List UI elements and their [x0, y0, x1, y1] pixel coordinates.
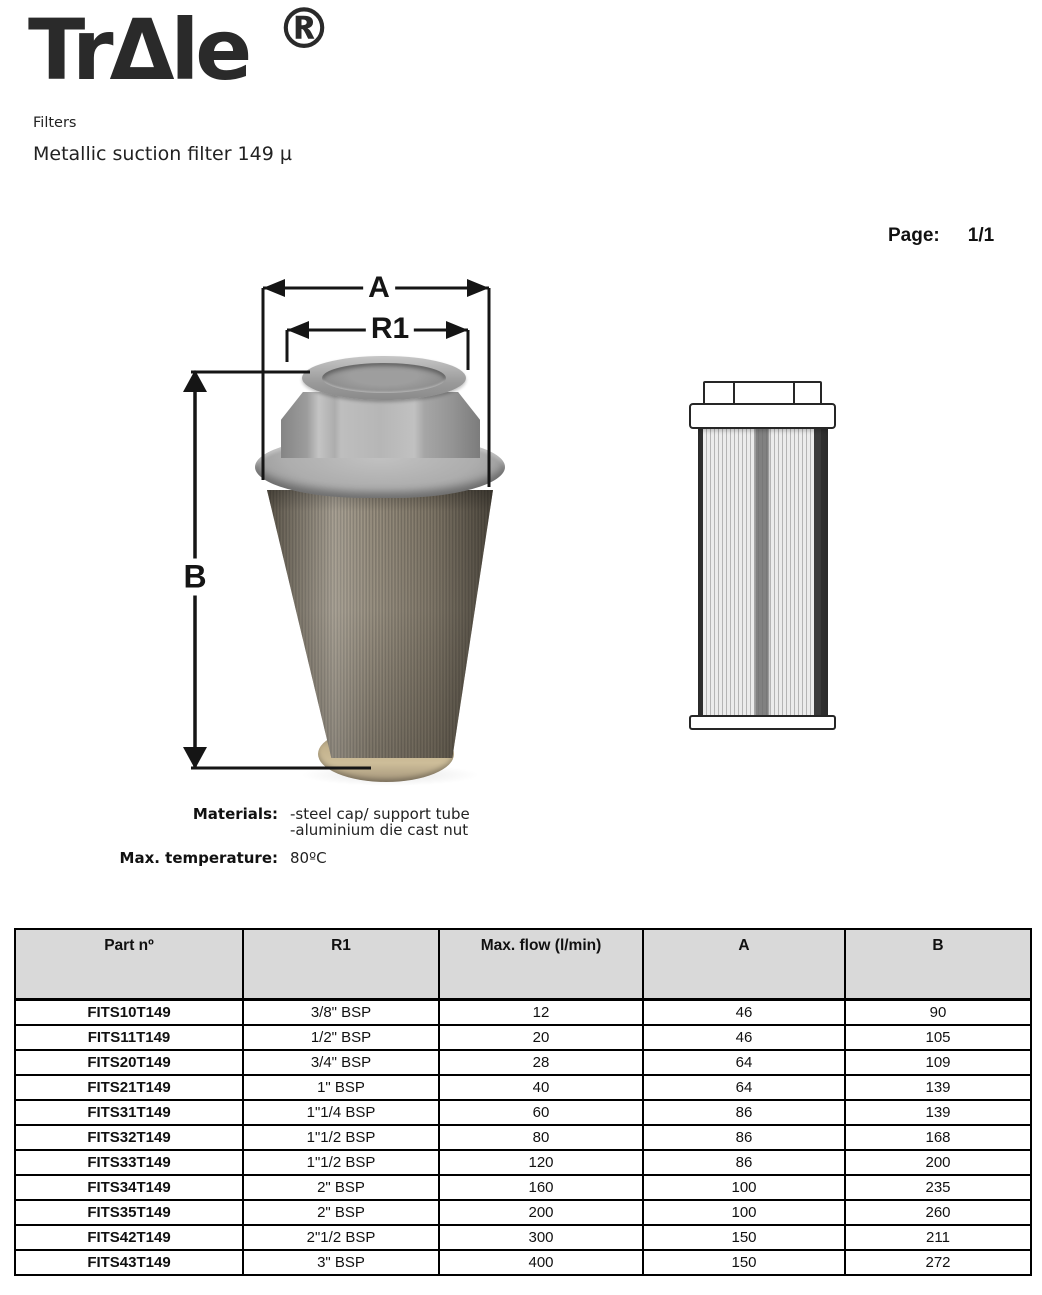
- part-number-cell: FITS20T149: [15, 1050, 243, 1075]
- table-row: [15, 1150, 1031, 1175]
- photo-top-cap-center: [322, 363, 446, 393]
- value-cell: 160: [439, 1175, 643, 1200]
- col-header-part-no: Part nº: [15, 929, 243, 1000]
- value-cell: 1"1/2 BSP: [243, 1150, 439, 1175]
- value-cell: 80: [439, 1125, 643, 1150]
- parts-table-body: [15, 1000, 1031, 1276]
- drawing-hex-nut: [703, 381, 822, 405]
- value-cell: 120: [439, 1150, 643, 1175]
- table-row: [15, 1175, 1031, 1200]
- value-cell: 150: [643, 1225, 845, 1250]
- dim-r1-label: R1: [366, 312, 414, 346]
- value-cell: 28: [439, 1050, 643, 1075]
- value-cell: 272: [845, 1250, 1031, 1275]
- materials-line-1: -steel cap/ support tube: [290, 805, 470, 823]
- max-temperature-value: 80ºC: [290, 849, 327, 867]
- value-cell: 139: [845, 1075, 1031, 1100]
- part-number-cell: FITS34T149: [15, 1175, 243, 1200]
- table-row: [15, 1125, 1031, 1150]
- value-cell: 150: [643, 1250, 845, 1275]
- registered-trademark-icon: ®: [276, 0, 332, 62]
- part-number-cell: FITS11T149: [15, 1025, 243, 1050]
- drawing-top-plate: [689, 403, 836, 429]
- table-row: [15, 1000, 1031, 1026]
- category-label: Filters: [33, 115, 77, 131]
- table-header-row: [15, 929, 1031, 1000]
- table-row: [15, 1075, 1031, 1100]
- value-cell: 20: [439, 1025, 643, 1050]
- table-row: [15, 1250, 1031, 1275]
- part-number-cell: FITS42T149: [15, 1225, 243, 1250]
- dim-b-label: B: [178, 559, 211, 596]
- value-cell: 2"1/2 BSP: [243, 1225, 439, 1250]
- value-cell: 46: [643, 1025, 845, 1050]
- table-row: [15, 1025, 1031, 1050]
- col-header-r1: R1: [243, 929, 439, 1000]
- part-number-cell: FITS32T149: [15, 1125, 243, 1150]
- value-cell: 86: [643, 1125, 845, 1150]
- value-cell: 211: [845, 1225, 1031, 1250]
- value-cell: 100: [643, 1175, 845, 1200]
- value-cell: 1" BSP: [243, 1075, 439, 1100]
- page-title: Metallic suction filter 149 µ: [33, 143, 292, 165]
- value-cell: 2" BSP: [243, 1200, 439, 1225]
- col-header-b: B: [845, 929, 1031, 1000]
- value-cell: 90: [845, 1000, 1031, 1026]
- value-cell: 86: [643, 1150, 845, 1175]
- drawing-bottom-plate: [689, 715, 836, 730]
- value-cell: 168: [845, 1125, 1031, 1150]
- part-number-cell: FITS43T149: [15, 1250, 243, 1275]
- value-cell: 235: [845, 1175, 1031, 1200]
- value-cell: 1"1/4 BSP: [243, 1100, 439, 1125]
- max-temperature-label: Max. temperature:: [119, 849, 278, 867]
- drawing-pleated-body: [698, 427, 828, 717]
- value-cell: 3/8" BSP: [243, 1000, 439, 1026]
- value-cell: 109: [845, 1050, 1031, 1075]
- value-cell: 200: [439, 1200, 643, 1225]
- part-number-cell: FITS33T149: [15, 1150, 243, 1175]
- brand-logo: TrΔle: [28, 1, 249, 99]
- value-cell: 60: [439, 1100, 643, 1125]
- page-number: 1/1: [967, 225, 995, 246]
- col-header-max-flow: Max. flow (l/min): [439, 929, 643, 1000]
- table-row: [15, 1050, 1031, 1075]
- value-cell: 2" BSP: [243, 1175, 439, 1200]
- table-row: [15, 1100, 1031, 1125]
- value-cell: 46: [643, 1000, 845, 1026]
- value-cell: 400: [439, 1250, 643, 1275]
- photo-hex-nut: [281, 392, 480, 458]
- part-number-cell: FITS21T149: [15, 1075, 243, 1100]
- value-cell: 105: [845, 1025, 1031, 1050]
- materials-label: Materials:: [192, 805, 278, 823]
- page-label: Page:: [888, 225, 940, 246]
- table-row: [15, 1225, 1031, 1250]
- value-cell: 300: [439, 1225, 643, 1250]
- part-number-cell: FITS35T149: [15, 1200, 243, 1225]
- value-cell: 40: [439, 1075, 643, 1100]
- value-cell: 3" BSP: [243, 1250, 439, 1275]
- value-cell: 1/2" BSP: [243, 1025, 439, 1050]
- value-cell: 3/4" BSP: [243, 1050, 439, 1075]
- value-cell: 12: [439, 1000, 643, 1026]
- value-cell: 200: [845, 1150, 1031, 1175]
- part-number-cell: FITS10T149: [15, 1000, 243, 1026]
- value-cell: 100: [643, 1200, 845, 1225]
- value-cell: 139: [845, 1100, 1031, 1125]
- value-cell: 260: [845, 1200, 1031, 1225]
- col-header-a: A: [643, 929, 845, 1000]
- parts-table: [14, 928, 1032, 1276]
- page-indicator: [888, 225, 994, 247]
- materials-line-2: -aluminium die cast nut: [290, 821, 469, 839]
- value-cell: 64: [643, 1075, 845, 1100]
- value-cell: 64: [643, 1050, 845, 1075]
- dim-a-label: A: [363, 271, 395, 305]
- value-cell: 86: [643, 1100, 845, 1125]
- value-cell: 1"1/2 BSP: [243, 1125, 439, 1150]
- part-number-cell: FITS31T149: [15, 1100, 243, 1125]
- photo-pleated-element: [267, 490, 493, 758]
- table-row: [15, 1200, 1031, 1225]
